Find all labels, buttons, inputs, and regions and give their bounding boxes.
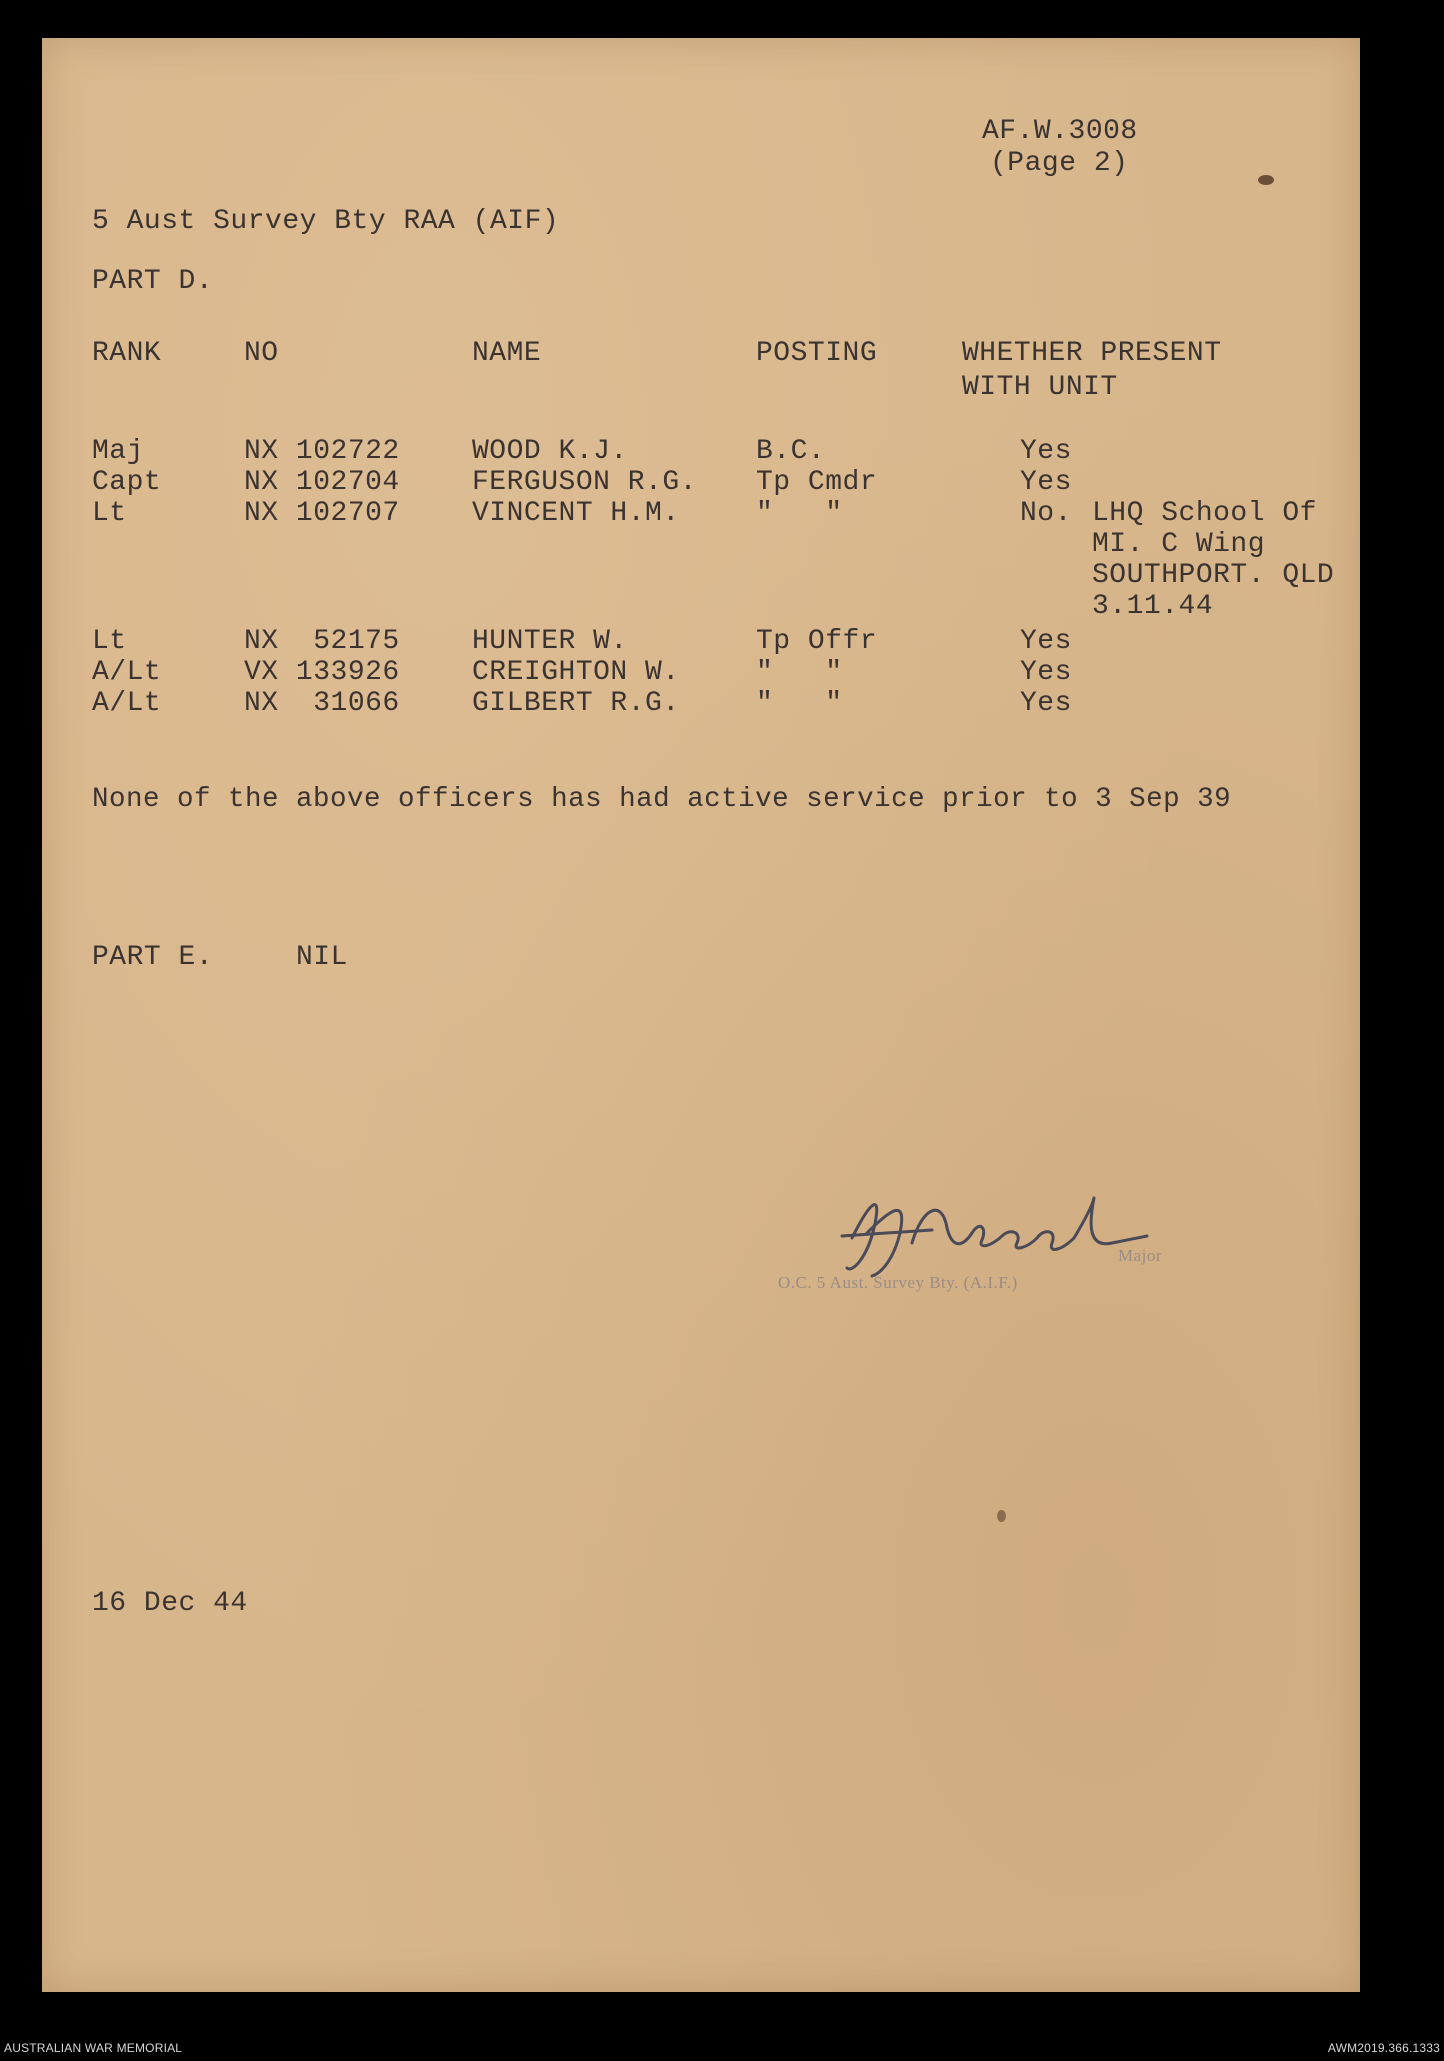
- name-cell: VINCENT H.M.: [472, 498, 680, 529]
- name-cell: GILBERT R.G.: [472, 688, 680, 719]
- service-statement: None of the above officers has had active service prior to 3 Sep 39: [92, 784, 1232, 815]
- rank-cell: A/Lt: [92, 657, 162, 688]
- col-name: NAME: [472, 338, 542, 369]
- punch-hole-mark: [1258, 175, 1274, 185]
- number-cell: NX 102704: [244, 467, 400, 498]
- footer-institution: AUSTRALIAN WAR MEMORIAL: [4, 2041, 183, 2055]
- number-cell: NX 102707: [244, 498, 400, 529]
- rank-cell: Maj: [92, 436, 144, 467]
- unit-title: 5 Aust Survey Bty RAA (AIF): [92, 206, 560, 237]
- form-code: AF.W.3008: [982, 116, 1138, 147]
- col-present-line2: WITH UNIT: [962, 372, 1118, 403]
- col-present-line1: WHETHER PRESENT: [962, 338, 1222, 369]
- rank-cell: Lt: [92, 498, 127, 529]
- part-e-value: NIL: [296, 942, 348, 973]
- document-date: 16 Dec 44: [92, 1588, 248, 1619]
- number-cell: NX 52175: [244, 626, 400, 657]
- name-cell: CREIGHTON W.: [472, 657, 680, 688]
- page-number: (Page 2): [990, 148, 1129, 179]
- name-cell: FERGUSON R.G.: [472, 467, 697, 498]
- col-posting: POSTING: [756, 338, 878, 369]
- handwritten-signature: [812, 1188, 1152, 1278]
- footer-accession: AWM2019.366.1333: [1327, 2041, 1440, 2055]
- col-no: NO: [244, 338, 279, 369]
- stain-mark: [997, 1510, 1006, 1522]
- number-cell: NX 31066: [244, 688, 400, 719]
- posting-cell: Tp Offr: [756, 626, 878, 657]
- signature-stamp: O.C. 5 Aust. Survey Bty. (A.I.F.): [778, 1273, 1018, 1292]
- posting-cell: Tp Cmdr: [756, 467, 878, 498]
- posting-cell: " ": [756, 498, 843, 529]
- note-line: 3.11.44: [1092, 591, 1214, 622]
- present-cell: Yes: [1020, 626, 1072, 657]
- present-cell: No.: [1020, 498, 1072, 529]
- part-e-heading: PART E.: [92, 942, 214, 973]
- present-cell: Yes: [1020, 436, 1072, 467]
- posting-cell: B.C.: [756, 436, 826, 467]
- document-page: [42, 38, 1360, 1992]
- rank-cell: A/Lt: [92, 688, 162, 719]
- present-cell: Yes: [1020, 688, 1072, 719]
- name-cell: WOOD K.J.: [472, 436, 628, 467]
- col-rank: RANK: [92, 338, 162, 369]
- posting-cell: " ": [756, 657, 843, 688]
- number-cell: NX 102722: [244, 436, 400, 467]
- note-line: LHQ School Of: [1092, 498, 1317, 529]
- posting-cell: " ": [756, 688, 843, 719]
- signature-rank: Major: [1118, 1246, 1163, 1265]
- present-cell: Yes: [1020, 467, 1072, 498]
- rank-cell: Lt: [92, 626, 127, 657]
- present-cell: Yes: [1020, 657, 1072, 688]
- note-line: SOUTHPORT. QLD: [1092, 560, 1335, 591]
- rank-cell: Capt: [92, 467, 162, 498]
- name-cell: HUNTER W.: [472, 626, 628, 657]
- note-line: MI. C Wing: [1092, 529, 1266, 560]
- part-d-heading: PART D.: [92, 266, 214, 297]
- number-cell: VX 133926: [244, 657, 400, 688]
